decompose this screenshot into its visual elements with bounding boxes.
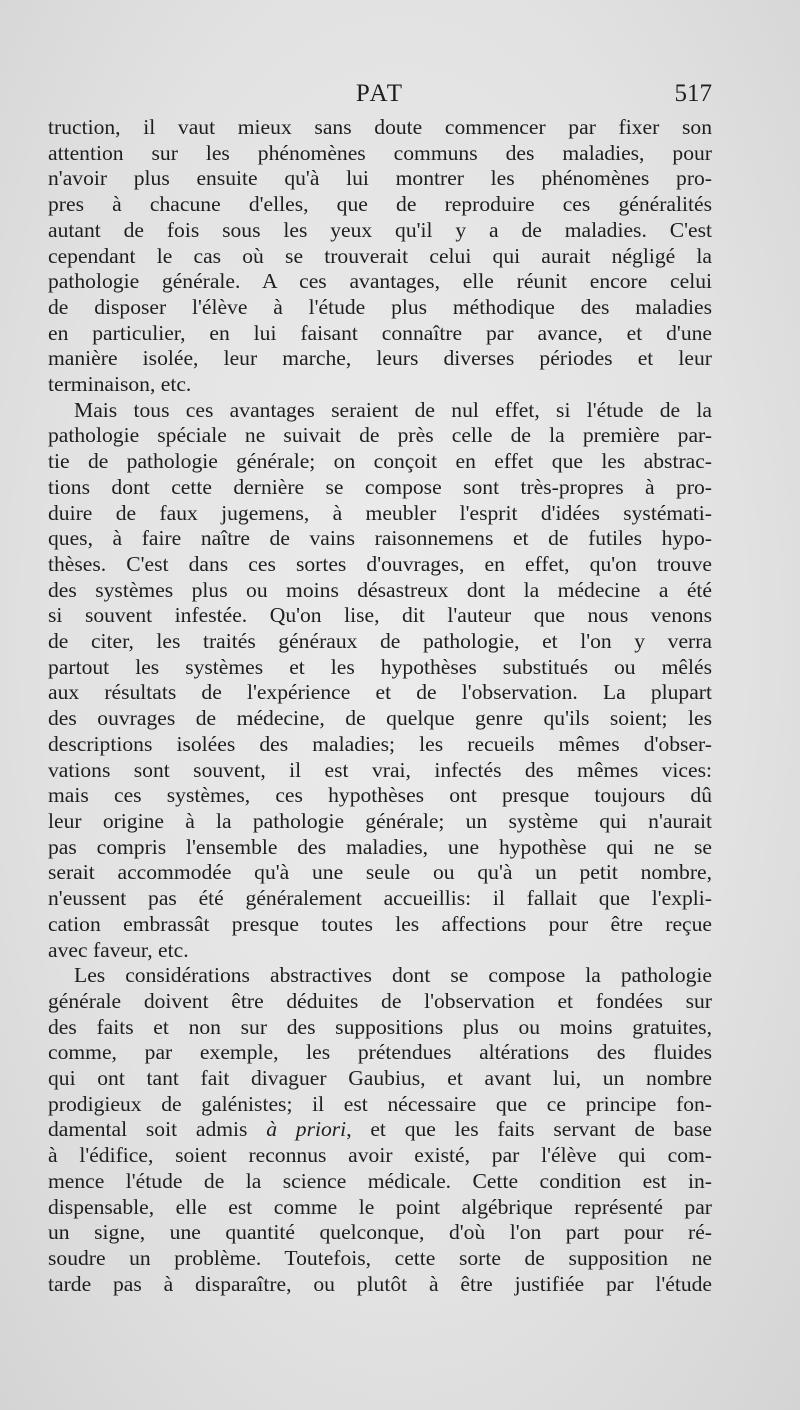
- text-line: terminaison, etc.: [48, 372, 192, 397]
- text-line: pathologie générale. A ces avantages, elle réunit encore celui: [48, 269, 712, 294]
- body-text: [48, 115, 712, 1297]
- text-line: comme, par exemple, les prétendues altérations des fluides: [48, 1040, 712, 1065]
- text-segment: , et que les faits servant de base: [346, 1117, 712, 1142]
- text-line: avec faveur, etc.: [48, 937, 189, 962]
- text-line: mence l'étude de la science médicale. Cette condition est in-: [48, 1168, 712, 1193]
- text-line: soudre un problème. Toutefois, cette sorte de supposition ne: [48, 1245, 712, 1270]
- text-line: des faits et non sur des suppositions plus ou moins gratuites,: [48, 1014, 712, 1039]
- paragraph-3: [48, 963, 712, 1297]
- text-line: attention sur les phénomènes communs des maladies, pour: [48, 140, 712, 165]
- text-line: prodigieux de galénistes; il est nécessaire que ce principe fon-: [48, 1091, 712, 1116]
- text-line: Les considérations abstractives dont se compose la pathologie: [74, 963, 712, 988]
- text-line: partout les systèmes et les hypothèses substitués ou mêlés: [48, 654, 712, 679]
- text-line: générale doivent être déduites de l'observation et fondées sur: [48, 988, 712, 1013]
- text-line: des systèmes plus ou moins désastreux dont la médecine a été: [48, 577, 712, 602]
- text-line: des ouvrages de médecine, de quelque genre qu'ils soient; les: [48, 706, 712, 731]
- text-line: si souvent infestée. Qu'on lise, dit l'auteur que nous venons: [48, 603, 712, 628]
- text-line: n'eussent pas été généralement accueillis: il fallait que l'expli-: [48, 886, 712, 911]
- text-line: qui ont tant fait divaguer Gaubius, et avant lui, un nombre: [48, 1066, 712, 1091]
- text-line: Mais tous ces avantages seraient de nul effet, si l'étude de la: [74, 397, 712, 422]
- text-line: tions dont cette dernière se compose sont très-propres à pro-: [48, 474, 712, 499]
- page-header: [48, 80, 712, 114]
- text-line: pathologie spéciale ne suivait de près celle de la première par-: [48, 423, 712, 448]
- text-line: pas compris l'ensemble des maladies, une hypothèse qui ne se: [48, 834, 712, 859]
- page-number: 517: [674, 80, 712, 107]
- text-segment: damental soit admis: [48, 1117, 267, 1142]
- text-line: pres à chacune d'elles, que de reproduire ces généralités: [48, 192, 712, 217]
- text-line: à l'édifice, soient reconnus avoir existé, par l'élève qui com-: [48, 1143, 712, 1168]
- text-line: leur origine à la pathologie générale; un système qui n'aurait: [48, 808, 712, 833]
- text-line-with-italic: [48, 1117, 712, 1143]
- text-line: dispensable, elle est comme le point algébrique représenté par: [48, 1194, 712, 1219]
- text-line: serait accommodée qu'à une seule ou qu'à un petit nombre,: [48, 860, 712, 885]
- running-head: PAT: [355, 80, 405, 107]
- text-line: n'avoir plus ensuite qu'à lui montrer les phénomènes pro-: [48, 166, 712, 191]
- text-line: tie de pathologie générale; on conçoit en effet que les abstrac-: [48, 449, 712, 474]
- text-line: en particulier, en lui faisant connaître par avance, et d'une: [48, 320, 712, 345]
- italic-phrase: à priori: [266, 1117, 347, 1142]
- text-line: tarde pas à disparaître, ou plutôt à être justifiée par l'étude: [48, 1271, 712, 1296]
- text-line: autant de fois sous les yeux qu'il y a de maladies. C'est: [48, 217, 712, 242]
- text-line: cependant le cas où se trouverait celui qui aurait négligé la: [48, 243, 712, 268]
- text-line: thèses. C'est dans ces sortes d'ouvrages, en effet, qu'on trouve: [48, 551, 712, 576]
- text-line: manière isolée, leur marche, leurs diverses périodes et leur: [48, 346, 712, 371]
- text-line: ques, à faire naître de vains raisonnemens et de futiles hypo-: [48, 526, 712, 551]
- text-line: un signe, une quantité quelconque, d'où l'on part pour ré-: [48, 1220, 712, 1245]
- text-line: truction, il vaut mieux sans doute commencer par fixer son: [48, 115, 712, 139]
- paragraph-1: [48, 115, 712, 398]
- text-line: mais ces systèmes, ces hypothèses ont presque toujours dû: [48, 783, 712, 808]
- paragraph-2: [48, 398, 712, 963]
- text-line: de disposer l'élève à l'étude plus méthodique des maladies: [48, 294, 712, 319]
- text-line: de citer, les traités généraux de pathologie, et l'on y verra: [48, 629, 712, 654]
- text-line: cation embrassât presque toutes les affections pour être reçue: [48, 911, 712, 936]
- text-line: descriptions isolées des maladies; les recueils mêmes d'obser-: [48, 731, 712, 756]
- text-line: aux résultats de l'expérience et de l'observation. La plupart: [48, 680, 712, 705]
- text-line: duire de faux jugemens, à meubler l'esprit d'idées systémati-: [48, 500, 712, 525]
- text-line: vations sont souvent, il est vrai, infectés des mêmes vices:: [48, 757, 712, 782]
